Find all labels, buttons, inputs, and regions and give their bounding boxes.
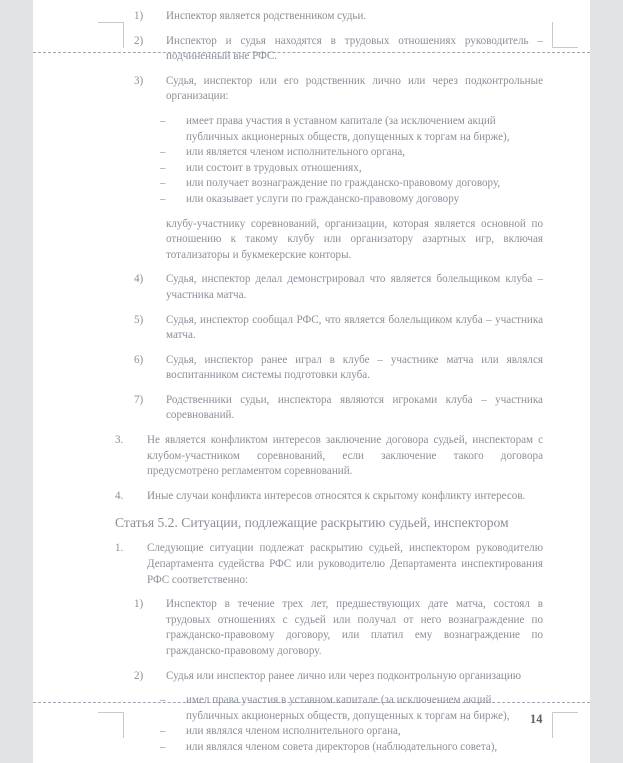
list-item xyxy=(0,313,623,344)
paragraph-text: Судья, инспектор или его родственник лично или через подконтрольные организации: xyxy=(166,74,543,103)
list-item xyxy=(0,669,623,685)
list-marker: 3) xyxy=(134,74,144,87)
paragraph-text: Судья, инспектор делал демонстрировал что является болельщиком клуба – участника матча. xyxy=(166,273,543,301)
list-item xyxy=(0,541,623,588)
list-marker: 2) xyxy=(134,669,144,682)
paragraph-text: или получает вознаграждение по гражданско-правовому договору, xyxy=(186,177,501,190)
article-heading: Статья 5.2. Ситуации, подлежащие раскрытию судьей, инспектором xyxy=(115,515,509,531)
list-marker: – xyxy=(160,725,166,738)
paragraph-text: Иные случаи конфликта интересов относятся к скрытому конфликту интересов. xyxy=(147,489,526,502)
list-marker: – xyxy=(160,114,166,127)
list-marker: 1. xyxy=(115,542,124,555)
list-marker: – xyxy=(160,146,166,159)
list-item xyxy=(0,272,623,303)
list-item xyxy=(0,597,623,659)
list-item xyxy=(0,433,623,480)
list-marker: – xyxy=(160,694,166,707)
list-marker: 1) xyxy=(134,10,144,22)
list-item xyxy=(0,9,623,25)
list-marker: – xyxy=(160,177,166,190)
paragraph-text: Судья или инспектор ранее лично или через подконтрольную организацию xyxy=(166,669,522,682)
paragraph-text: Инспектор является родственником судьи. xyxy=(166,10,367,22)
list-marker: 6) xyxy=(134,353,144,366)
list-item xyxy=(0,393,623,424)
paragraph-text: или является членом исполнительного органа, xyxy=(186,146,406,159)
list-item xyxy=(0,74,623,105)
list-marker: – xyxy=(160,161,166,174)
list-marker: 1) xyxy=(134,598,144,611)
list-marker: 3. xyxy=(115,434,124,447)
list-marker: – xyxy=(160,192,166,205)
list-item-dash xyxy=(0,740,623,756)
list-marker: 4) xyxy=(134,273,144,286)
list-item-dash xyxy=(0,161,623,177)
list-item-dash xyxy=(0,192,623,208)
paragraph-text: клубу-участнику соревнований, организации, которая является основной по отношению к такому клубу или организатору азартных игр, включая тотализаторы и букмекерские конторы. xyxy=(166,217,543,261)
paragraph-text: или являлся членом исполнительного органа, xyxy=(186,725,401,738)
list-marker: – xyxy=(160,740,166,753)
paragraph-text: или оказывает услуги по гражданско-правовому договору xyxy=(186,192,460,205)
list-item xyxy=(0,489,623,505)
paragraph-text: Судья, инспектор сообщал РФС, что является болельщиком клуба – участника матча. xyxy=(166,313,543,342)
list-marker: 4. xyxy=(115,489,124,502)
paragraph-text: Инспектор и судья находятся в трудовых отношениях руководитель – подчиненный вне РФС. xyxy=(166,34,543,63)
paragraph-text: Не является конфликтом интересов заключение договора судьей, инспекторам с клубом-участником соревнований, если заключение такого договора предусмотрено регламентом соревнований. xyxy=(147,434,543,478)
list-item-dash xyxy=(0,114,623,145)
list-item-dash xyxy=(0,724,623,740)
paragraph-text: Родственники судьи, инспектора являются игроками клуба – участника соревнований. xyxy=(166,393,543,422)
list-item-dash xyxy=(0,176,623,192)
paragraph-text: или являлся членом совета директоров (наблюдательного совета), xyxy=(186,740,498,753)
list-item xyxy=(0,34,623,65)
list-marker: 7) xyxy=(134,393,144,406)
paragraph-text: Инспектор в течение трех лет, предшествующих дате матча, состоял в трудовых отношениях с судьей или получал от него вознаграждение по гражданско-правовому договору, или платил ему вознаграждение по гражданско-правовому договору. xyxy=(166,598,543,657)
list-marker: 2) xyxy=(134,34,144,47)
list-marker: 5) xyxy=(134,313,144,326)
paragraph-text: или состоит в трудовых отношениях, xyxy=(186,161,362,174)
paragraph-continuation xyxy=(0,217,623,264)
paragraph-text: Судья, инспектор ранее играл в клубе – участнике матча или являлся воспитанником системы подготовки клуба. xyxy=(166,353,543,382)
paragraph-text: имел права участия в уставном капитале (за исключением акций публичных акционерных обществ, допущенных к торгам на бирже), xyxy=(186,694,510,722)
paragraph-text: Следующие ситуации подлежат раскрытию судьей, инспектором руководителю Департамента судейства РФС или руководителю Департамента инспектирования РФС соответственно: xyxy=(147,542,543,586)
list-item-dash xyxy=(0,145,623,161)
list-item xyxy=(0,353,623,384)
paragraph-text: имеет права участия в уставном капитале (за исключением акций публичных акционерных обществ, допущенных к торгам на бирже), xyxy=(186,114,510,143)
page-number: 14 xyxy=(530,712,543,726)
